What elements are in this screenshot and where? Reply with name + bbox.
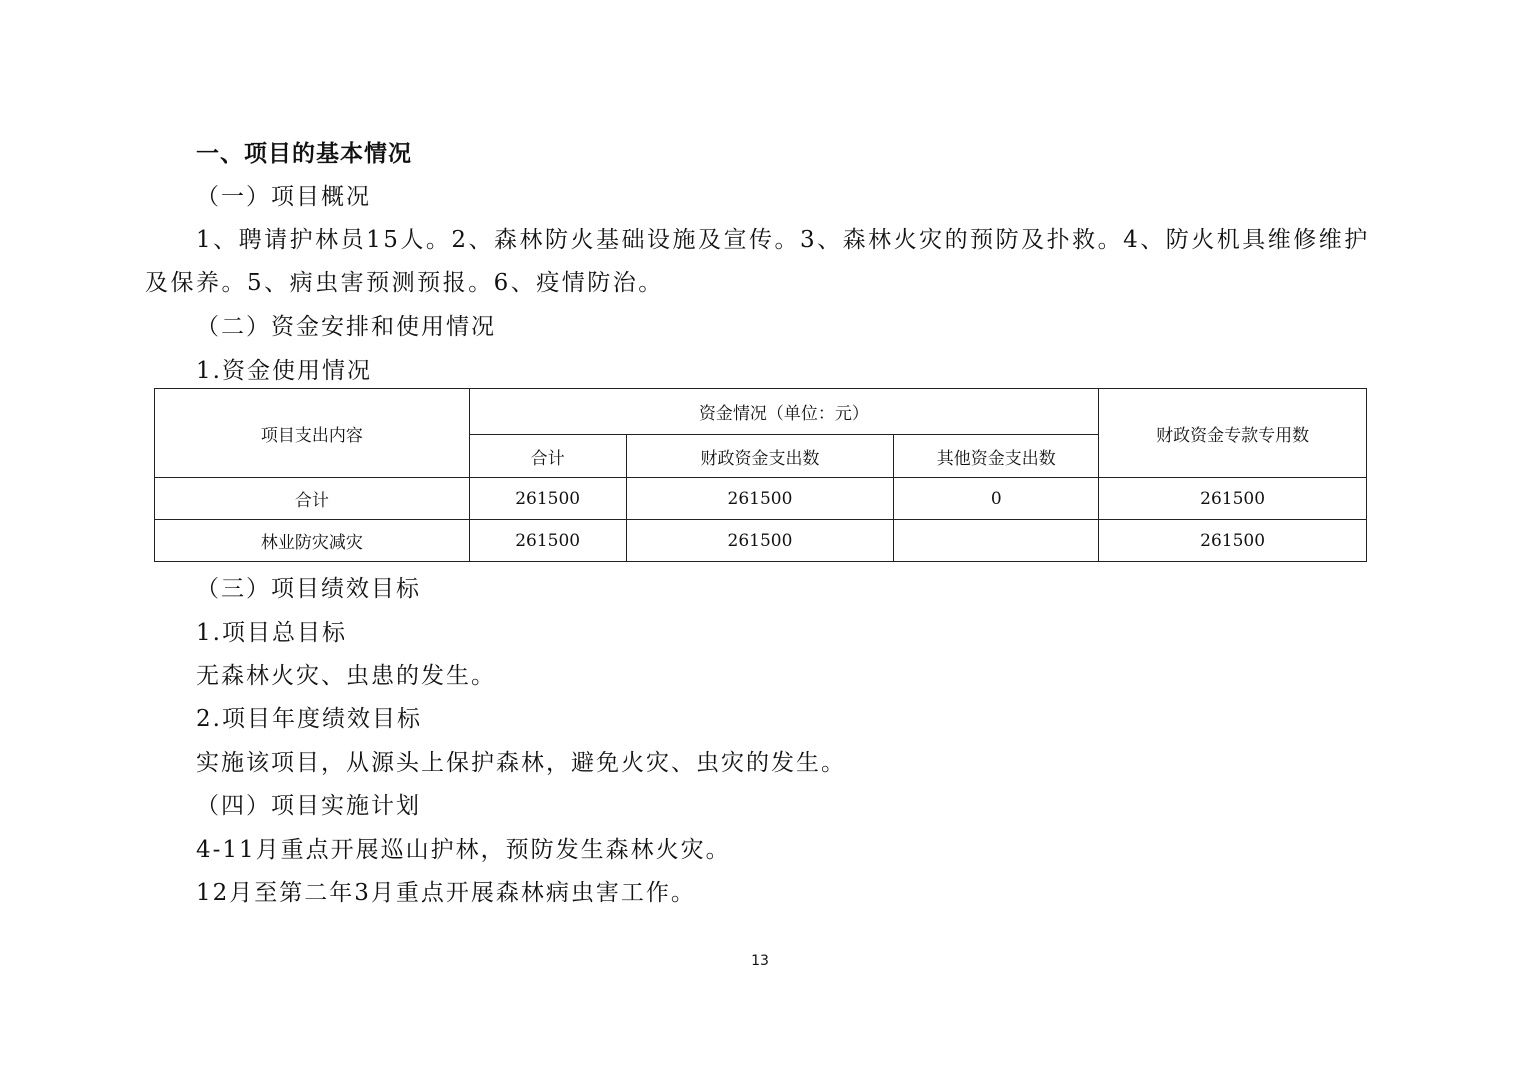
cell-fiscal: 261500 [626,520,894,562]
cell-name: 林业防灾减灾 [155,520,470,562]
cell-fiscal: 261500 [626,478,894,520]
cell-total: 261500 [469,478,626,520]
subsection-title-funds: （二）资金安排和使用情况 [196,314,496,340]
goal-annual-text: 实施该项目，从源头上保护森林，避免火灾、虫灾的发生。 [196,750,846,776]
header-special: 财政资金专款专用数 [1099,389,1367,478]
header-other: 其他资金支出数 [894,435,1099,478]
cell-other [894,520,1099,562]
header-fiscal: 财政资金支出数 [626,435,894,478]
cell-total: 261500 [469,520,626,562]
plan-line-2: 12月至第二年3月重点开展森林病虫害工作。 [196,880,696,906]
cell-special: 261500 [1099,520,1367,562]
page-number: 13 [751,953,769,969]
header-item: 项目支出内容 [155,389,470,478]
subsection-title-plan: （四）项目实施计划 [196,793,421,819]
goal-annual-title: 2.项目年度绩效目标 [196,706,422,732]
goal-total-text: 无森林火灾、虫患的发生。 [196,663,496,689]
overview-paragraph-text: 1、聘请护林员15人。2、森林防火基础设施及宣传。3、森林火灾的预防及扑救。4、防火机具维修维护及保养。5、病虫害预测预报。6、疫情防治。 [145,227,1370,296]
cell-other: 0 [894,478,1099,520]
plan-line-1: 4-11月重点开展巡山护林，预防发生森林火灾。 [196,837,731,863]
funds-usage-title: 1.资金使用情况 [196,358,372,384]
table-row [155,520,1367,562]
cell-name: 合计 [155,478,470,520]
subsection-title-overview: （一）项目概况 [196,184,371,210]
section-heading: 一、项目的基本情况 [196,141,412,167]
goal-total-title: 1.项目总目标 [196,620,347,646]
table-row [155,478,1367,520]
overview-paragraph [145,219,1385,305]
cell-special: 261500 [1099,478,1367,520]
header-fund-group: 资金情况（单位：元） [469,389,1098,435]
subsection-title-goals: （三）项目绩效目标 [196,576,421,602]
funds-table [154,388,1367,562]
header-total: 合计 [469,435,626,478]
